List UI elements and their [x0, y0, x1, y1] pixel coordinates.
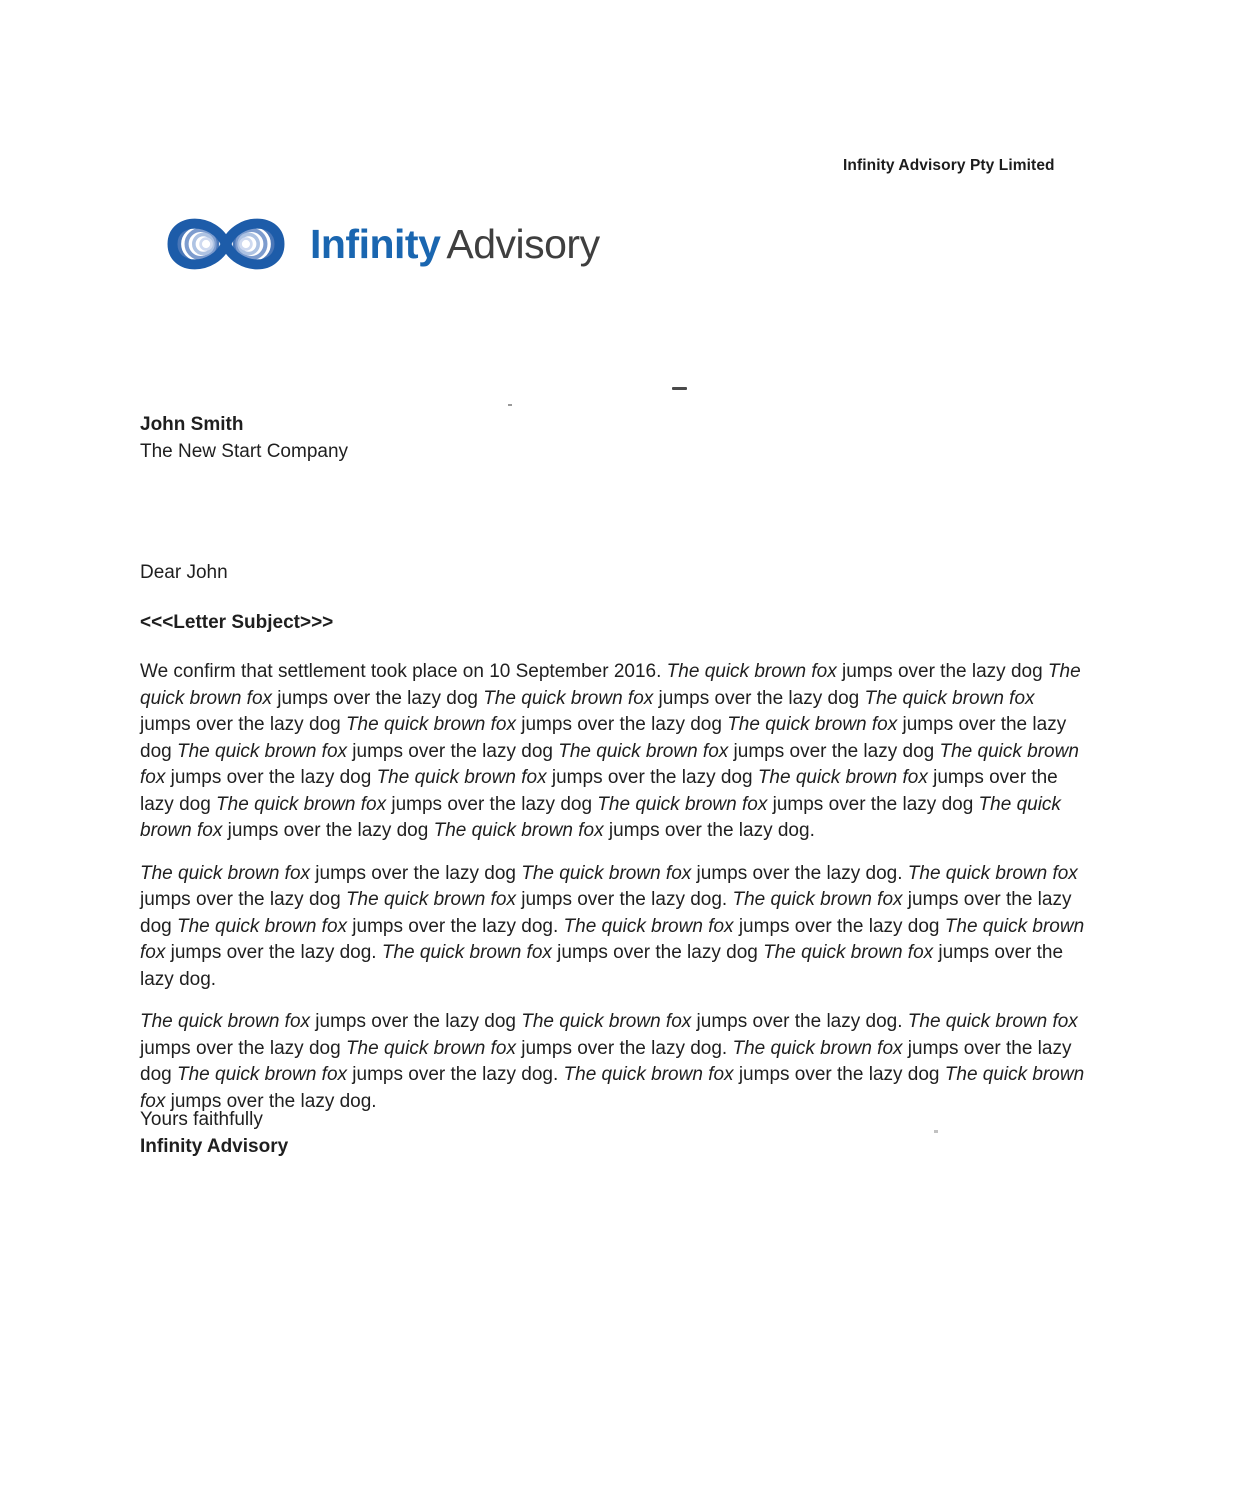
- italic-phrase: The quick brown fox: [558, 740, 729, 762]
- body-text-run: jumps over the lazy dog.: [165, 1090, 377, 1112]
- logo-text-infinity: Infinity: [310, 220, 441, 267]
- body-text-run: jumps over the lazy dog: [140, 1037, 346, 1059]
- italic-phrase: The quick brown fox: [907, 1011, 1078, 1032]
- italic-phrase: The quick brown fox: [732, 1037, 903, 1059]
- closing-block: [140, 1107, 288, 1160]
- body-text-run: jumps over the lazy dog: [551, 942, 764, 963]
- italic-phrase: The quick brown fox: [597, 793, 768, 815]
- body-text-run: jumps over the lazy dog: [222, 820, 434, 841]
- italic-phrase: The quick brown fox: [907, 862, 1078, 884]
- italic-phrase: The quick brown fox: [864, 687, 1035, 709]
- body-text-run: jumps over the lazy dog: [140, 1037, 1072, 1085]
- italic-phrase: The quick brown fox: [176, 915, 348, 937]
- italic-phrase: The quick brown fox: [732, 889, 903, 910]
- italic-phrase: The quick brown fox: [381, 942, 552, 963]
- company-logo: [158, 198, 600, 290]
- body-text-run: jumps over the lazy dog.: [140, 942, 1064, 990]
- signature-company: Infinity Advisory: [140, 1135, 289, 1157]
- scan-artifact-dash: [672, 387, 687, 390]
- body-text-run: We confirm that settlement took place on 10 September 2016.: [140, 661, 667, 682]
- italic-phrase: The quick brown fox: [563, 915, 734, 937]
- body-text-run: jumps over the lazy dog: [836, 661, 1048, 682]
- italic-phrase: The quick brown fox: [483, 687, 654, 709]
- italic-phrase: The quick brown fox: [563, 1064, 734, 1085]
- italic-phrase: The quick brown fox: [176, 1064, 348, 1085]
- italic-phrase: The quick brown fox: [727, 714, 898, 735]
- italic-phrase: The quick brown fox: [433, 820, 604, 841]
- italic-phrase: The quick brown fox: [345, 1037, 516, 1059]
- scan-artifact-speck: [508, 404, 512, 406]
- recipient-name: John Smith: [140, 414, 244, 435]
- body-text-run: jumps over the lazy dog: [140, 889, 1072, 937]
- body-text-run: jumps over the lazy dog: [140, 714, 346, 735]
- italic-phrase: The quick brown fox: [140, 1011, 311, 1032]
- recipient-block: [140, 412, 348, 465]
- letterhead-company-name: Infinity Advisory Pty Limited: [843, 157, 1055, 174]
- italic-phrase: The quick brown fox: [763, 942, 934, 963]
- body-text-run: jumps over the lazy dog: [386, 793, 598, 815]
- letter-body: [140, 659, 1090, 1131]
- body-text-run: jumps over the lazy dog: [767, 793, 979, 815]
- body-paragraph-3: [140, 1009, 1090, 1115]
- body-text-run: jumps over the lazy dog: [733, 1064, 945, 1085]
- italic-phrase: The quick brown fox: [757, 767, 928, 788]
- body-text-run: jumps over the lazy dog: [140, 714, 1067, 762]
- body-text-run: jumps over the lazy dog: [546, 767, 758, 788]
- body-paragraph-2: [140, 861, 1090, 994]
- body-text-run: jumps over the lazy dog.: [165, 942, 382, 963]
- body-text-run: jumps over the lazy dog: [310, 862, 522, 884]
- italic-phrase: The quick brown fox: [376, 767, 547, 788]
- body-text-run: jumps over the lazy dog.: [347, 1064, 564, 1085]
- body-text-run: jumps over the lazy dog: [140, 889, 346, 910]
- recipient-company: The New Start Company: [140, 440, 349, 462]
- letter-subject: <<<Letter Subject>>>: [140, 612, 334, 633]
- body-paragraph-1: [140, 659, 1090, 845]
- body-text-run: jumps over the lazy dog: [733, 915, 945, 937]
- body-text-run: jumps over the lazy dog: [140, 767, 1058, 815]
- body-text-run: jumps over the lazy dog: [272, 687, 484, 709]
- italic-phrase: The quick brown fox: [140, 740, 1079, 788]
- italic-phrase: The quick brown fox: [521, 1011, 692, 1032]
- italic-phrase: The quick brown fox: [140, 793, 1061, 841]
- body-text-run: jumps over the lazy dog.: [691, 862, 908, 884]
- body-text-run: jumps over the lazy dog: [310, 1011, 522, 1032]
- italic-phrase: The quick brown fox: [140, 1064, 1085, 1112]
- infinity-logo-icon: [158, 198, 294, 290]
- body-text-run: jumps over the lazy dog.: [515, 1037, 733, 1059]
- italic-phrase: The quick brown fox: [216, 793, 387, 815]
- body-text-run: jumps over the lazy dog: [515, 714, 728, 735]
- italic-phrase: The quick brown fox: [176, 740, 348, 762]
- body-text-run: jumps over the lazy dog: [653, 687, 865, 709]
- logo-text-advisory: Advisory: [446, 220, 600, 267]
- italic-phrase: The quick brown fox: [140, 661, 1081, 709]
- body-text-run: jumps over the lazy dog: [165, 767, 377, 788]
- body-text-run: jumps over the lazy dog: [347, 740, 559, 762]
- body-text-run: jumps over the lazy dog.: [691, 1011, 908, 1032]
- body-text-run: jumps over the lazy dog.: [603, 820, 815, 841]
- italic-phrase: The quick brown fox: [521, 862, 692, 884]
- italic-phrase: The quick brown fox: [345, 714, 516, 735]
- body-text-run: jumps over the lazy dog.: [515, 889, 733, 910]
- italic-phrase: The quick brown fox: [345, 889, 516, 910]
- italic-phrase: The quick brown fox: [140, 862, 311, 884]
- body-text-run: jumps over the lazy dog.: [347, 915, 564, 937]
- body-text-run: jumps over the lazy dog: [728, 740, 940, 762]
- italic-phrase: The quick brown fox: [140, 915, 1085, 963]
- logo-wordmark: [310, 221, 600, 268]
- salutation: Dear John: [140, 562, 228, 583]
- valediction: Yours faithfully: [140, 1109, 263, 1130]
- italic-phrase: The quick brown fox: [666, 661, 837, 682]
